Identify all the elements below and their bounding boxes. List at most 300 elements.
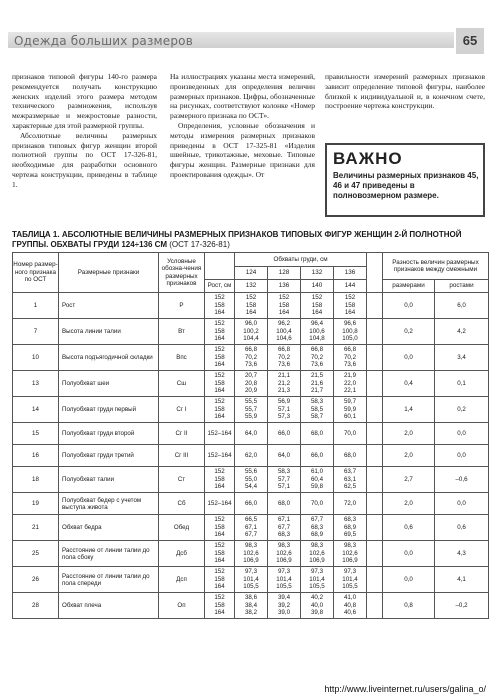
table-row (13, 371, 489, 397)
size-column-cell (268, 493, 301, 515)
height-value: 158 (214, 301, 225, 309)
measurement-value: 38,4 (244, 601, 258, 609)
size-column-cell (301, 345, 334, 371)
source-url: http://www.liveinternet.ru/users/galina_o/ (324, 684, 486, 694)
size-column-cell (235, 515, 268, 541)
header-chest-value: 132 (301, 267, 334, 280)
row-heights (205, 593, 235, 619)
row-symbol: Дсп (159, 567, 205, 593)
measurement-value: 101,4 (309, 575, 325, 583)
measurement-value: 96,6 (343, 320, 357, 328)
diff-sizes-value: 0,6 (383, 515, 435, 541)
size-column-cell (301, 593, 334, 619)
measurement-value: 73,6 (277, 361, 291, 369)
size-column-cell (268, 293, 301, 319)
measurement-value: 73,6 (310, 361, 324, 369)
row-name: Обхват бедра (59, 515, 159, 541)
table-body (13, 293, 489, 619)
size-column-cell (235, 467, 268, 493)
measurement-value: 70,0 (343, 429, 357, 437)
row-spacer (367, 423, 383, 445)
height-value: 158 (214, 379, 225, 387)
height-value: 158 (214, 327, 225, 335)
height-value: 152–164 (207, 429, 232, 437)
measurement-value: 97,3 (277, 568, 291, 576)
measurement-value: 40,6 (343, 609, 357, 617)
height-value: 164 (214, 583, 225, 591)
measurement-value: 22,1 (343, 387, 357, 395)
row-heights (205, 541, 235, 567)
height-value: 158 (214, 475, 225, 483)
size-column-cell (235, 397, 268, 423)
size-column-cell (268, 423, 301, 445)
measurement-value: 66,5 (244, 516, 258, 524)
row-heights (205, 493, 235, 515)
row-number: 25 (13, 541, 59, 567)
row-symbol: Сг II (159, 423, 205, 445)
size-column-cell (235, 345, 268, 371)
row-symbol: Сш (159, 371, 205, 397)
measurement-value: 21,7 (310, 387, 324, 395)
measurement-value: 58,3 (310, 398, 324, 406)
size-column-cell (301, 493, 334, 515)
size-column-cell (235, 293, 268, 319)
height-value: 152 (214, 542, 225, 550)
row-heights (205, 319, 235, 345)
measurement-value: 106,9 (309, 557, 325, 565)
header-spacer (367, 253, 383, 293)
height-value: 152 (214, 594, 225, 602)
size-column-cell (334, 541, 367, 567)
size-column-cell (268, 345, 301, 371)
measurement-value: 70,2 (310, 353, 324, 361)
size-column-cell (235, 423, 268, 445)
header-name: Размерные признаки (59, 253, 159, 293)
measurement-value: 68,3 (277, 531, 291, 539)
measurement-value: 104,6 (276, 335, 292, 343)
size-column-cell (235, 541, 268, 567)
measurement-value: 21,3 (277, 387, 291, 395)
size-column-cell (334, 371, 367, 397)
measurement-value: 69,5 (343, 531, 357, 539)
measurement-value: 101,4 (342, 575, 358, 583)
measurement-value: 21,1 (277, 372, 291, 380)
header-hip-value: 140 (301, 280, 334, 293)
page-number: 65 (456, 28, 484, 54)
row-symbol: Впс (159, 345, 205, 371)
size-column-cell (268, 319, 301, 345)
row-heights (205, 515, 235, 541)
measurement-value: 68,3 (343, 516, 357, 524)
diff-heights-value: 0,6 (435, 515, 489, 541)
measurement-value: 59,9 (343, 405, 357, 413)
header-chest-value: 124 (235, 267, 268, 280)
size-column-cell (268, 541, 301, 567)
row-name: Полуобхват груди первый (59, 397, 159, 423)
row-symbol: Вт (159, 319, 205, 345)
text-column-2 (170, 72, 315, 180)
diff-sizes-value: 1,4 (383, 397, 435, 423)
table-title: ТАБЛИЦА 1. АБСОЛЮТНЫЕ ВЕЛИЧИНЫ РАЗМЕРНЫХ ПРИЗНАКОВ ТИПОВЫХ ФИГУР ЖЕНЩИН 2-Й ПОЛНОТНОЙ ГРУППЫ. ОБХВАТЫ ГРУДИ 124÷136 СМ (12, 230, 462, 249)
measurement-value: 67,7 (310, 516, 324, 524)
row-name: Высота подъягодичной складки (59, 345, 159, 371)
size-column-cell (268, 371, 301, 397)
measurement-value: 106,9 (243, 557, 259, 565)
header-hip-value: 144 (334, 280, 367, 293)
measurement-value: 60,4 (310, 475, 324, 483)
size-column-cell (301, 319, 334, 345)
size-column-cell (334, 423, 367, 445)
size-column-cell (268, 467, 301, 493)
row-number: 7 (13, 319, 59, 345)
measurement-value: 106,9 (276, 557, 292, 565)
measurement-value: 20,7 (244, 372, 258, 380)
size-column-cell (334, 293, 367, 319)
row-number: 26 (13, 567, 59, 593)
measurement-value: 158 (278, 301, 290, 309)
measurement-value: 68,9 (343, 523, 357, 531)
size-column-cell (301, 467, 334, 493)
row-spacer (367, 345, 383, 371)
diff-heights-value: 6,0 (435, 293, 489, 319)
height-value: 152 (214, 568, 225, 576)
measurement-value: 21,6 (310, 379, 324, 387)
diff-heights-value: 4,3 (435, 541, 489, 567)
row-number: 13 (13, 371, 59, 397)
paragraph: Абсолютные величины размерных признаков типовых фигур женщин второй полнотной группы по ОСТ 17-326-81, необходимые для разработки основного чертежа конструкции, приведены в таблице 1. (12, 130, 157, 189)
row-number: 18 (13, 467, 59, 493)
measurement-value: 100,2 (243, 327, 259, 335)
measurement-value: 68,9 (310, 531, 324, 539)
row-spacer (367, 515, 383, 541)
header-height: Рост, см (205, 280, 235, 293)
measurement-value: 21,5 (310, 372, 324, 380)
measurement-value: 158 (344, 301, 356, 309)
measurement-value: 72,0 (343, 499, 357, 507)
paragraph: правильности измерений размерных признаков зависит определение типовой фигуры, наиболее близкой к индивидуальной и, в конечном счете, построение чертежа конструкции. (325, 72, 485, 111)
measurement-value: 66,0 (310, 451, 324, 459)
table-title-standard: (ОСТ 17-326-81) (169, 240, 230, 249)
measurement-value: 39,2 (277, 601, 291, 609)
measurement-value: 152 (344, 294, 356, 302)
table-row (13, 293, 489, 319)
row-name: Полуобхват талии (59, 467, 159, 493)
row-spacer (367, 371, 383, 397)
important-heading: ВАЖНО (333, 149, 403, 168)
height-value: 152 (214, 372, 225, 380)
size-column-cell (235, 567, 268, 593)
measurement-value: 105,5 (342, 583, 358, 591)
paragraph: На иллюстрациях указаны места измерений, произведенных для определения величин размерных признаков. Цифры, обозначенные на рисунках, соответствуют колонке «Номер размерного признака по ОСТ». (170, 72, 315, 121)
measurement-value: 58,5 (310, 405, 324, 413)
measurement-value: 21,9 (343, 372, 357, 380)
measurement-value: 70,2 (277, 353, 291, 361)
row-name: Рост (59, 293, 159, 319)
paragraph: признаков типовой фигуры 140-го размера рекомендуется получать конструкцию женских изделий этого размера методом технического размножения, используя межразмерные и межростовые разности, характерные для этой размерной группы. (12, 72, 157, 130)
measurement-value: 100,8 (342, 327, 358, 335)
measurement-value: 62,0 (244, 451, 258, 459)
measurement-value: 38,6 (244, 594, 258, 602)
row-symbol: Сб (159, 493, 205, 515)
measurement-value: 164 (245, 309, 257, 317)
table-row (13, 423, 489, 445)
size-column-cell (334, 593, 367, 619)
measurement-value: 63,1 (343, 475, 357, 483)
height-value: 164 (214, 609, 225, 617)
measurement-value: 40,8 (343, 601, 357, 609)
diff-sizes-value: 0,0 (383, 541, 435, 567)
measurement-value: 66,8 (343, 346, 357, 354)
measurement-value: 55,6 (244, 468, 258, 476)
measurement-value: 98,3 (310, 542, 324, 550)
measurement-value: 40,2 (310, 594, 324, 602)
table-row (13, 397, 489, 423)
table-row (13, 593, 489, 619)
measurement-value: 68,0 (310, 429, 324, 437)
measurement-value: 96,0 (244, 320, 258, 328)
measurement-value: 104,8 (309, 335, 325, 343)
height-value: 164 (214, 557, 225, 565)
measurement-value: 57,7 (277, 475, 291, 483)
measurement-value: 96,2 (277, 320, 291, 328)
measurement-value: 59,8 (310, 483, 324, 491)
size-column-cell (301, 541, 334, 567)
height-value: 164 (214, 361, 225, 369)
measurement-value: 40,0 (310, 601, 324, 609)
size-column-cell (235, 445, 268, 467)
measurement-value: 66,8 (310, 346, 324, 354)
diff-heights-value: 0,0 (435, 423, 489, 445)
measurement-value: 101,4 (243, 575, 259, 583)
measurement-value: 64,0 (244, 429, 258, 437)
measurement-value: 101,4 (276, 575, 292, 583)
height-value: 164 (214, 387, 225, 395)
row-number: 28 (13, 593, 59, 619)
measurement-value: 55,0 (244, 475, 258, 483)
measurement-value: 38,2 (244, 609, 258, 617)
row-heights (205, 567, 235, 593)
row-heights (205, 397, 235, 423)
size-column-cell (268, 567, 301, 593)
diff-heights-value: 0,0 (435, 493, 489, 515)
measurement-value: 66,8 (277, 346, 291, 354)
header-num: Номер размер-ного признака по ОСТ (13, 253, 59, 293)
measurement-value: 105,5 (309, 583, 325, 591)
diff-heights-value: 4,1 (435, 567, 489, 593)
measurement-value: 152 (278, 294, 290, 302)
table-row (13, 541, 489, 567)
measurement-value: 57,1 (277, 405, 291, 413)
row-name: Полуобхват бедер с учетом выступа живота (59, 493, 159, 515)
text-column-1 (12, 72, 157, 190)
row-symbol: Сг I (159, 397, 205, 423)
measurement-value: 20,8 (244, 379, 258, 387)
row-number: 14 (13, 397, 59, 423)
measurement-value: 102,6 (276, 549, 292, 557)
header-diff: Разность величин размерных признаков между смежными (383, 253, 489, 280)
height-value: 158 (214, 549, 225, 557)
row-number: 16 (13, 445, 59, 467)
measurement-value: 60,1 (343, 413, 357, 421)
measurement-value: 164 (278, 309, 290, 317)
size-column-cell (334, 567, 367, 593)
table-row (13, 319, 489, 345)
measurements-table (12, 252, 489, 619)
measurement-value: 66,0 (277, 429, 291, 437)
row-symbol: Ст (159, 467, 205, 493)
measurement-value: 70,2 (343, 353, 357, 361)
row-symbol: Р (159, 293, 205, 319)
size-column-cell (334, 397, 367, 423)
measurement-value: 63,7 (343, 468, 357, 476)
measurement-value: 70,0 (310, 499, 324, 507)
measurement-value: 64,0 (277, 451, 291, 459)
size-column-cell (301, 567, 334, 593)
measurement-value: 39,4 (277, 594, 291, 602)
row-number: 1 (13, 293, 59, 319)
row-heights (205, 371, 235, 397)
diff-sizes-value: 2,0 (383, 423, 435, 445)
row-number: 15 (13, 423, 59, 445)
size-column-cell (268, 445, 301, 467)
diff-sizes-value: 0,0 (383, 293, 435, 319)
measurement-value: 104,4 (243, 335, 259, 343)
size-column-cell (334, 345, 367, 371)
row-spacer (367, 493, 383, 515)
row-name: Полуобхват груди второй (59, 423, 159, 445)
important-text: Величины размерных признаков 45, 46 и 47 приведены в полновозмерном размере. (333, 171, 479, 200)
text-column-3 (325, 72, 485, 111)
measurement-value: 68,0 (343, 451, 357, 459)
size-column-cell (268, 397, 301, 423)
measurement-value: 100,4 (276, 327, 292, 335)
row-symbol: Дсб (159, 541, 205, 567)
height-value: 164 (214, 483, 225, 491)
section-title: Одежда больших размеров (14, 34, 193, 48)
size-column-cell (301, 445, 334, 467)
diff-sizes-value: 0,2 (383, 319, 435, 345)
height-value: 152 (214, 346, 225, 354)
row-name: Высота линии талии (59, 319, 159, 345)
height-value: 152 (214, 516, 225, 524)
row-symbol: Обед (159, 515, 205, 541)
height-value: 158 (214, 575, 225, 583)
height-value: 164 (214, 309, 225, 317)
diff-heights-value: 0,2 (435, 397, 489, 423)
row-spacer (367, 541, 383, 567)
measurement-value: 39,8 (310, 609, 324, 617)
size-column-cell (301, 293, 334, 319)
measurement-value: 55,9 (244, 413, 258, 421)
row-name: Обхват плеча (59, 593, 159, 619)
measurement-value: 100,6 (309, 327, 325, 335)
row-spacer (367, 445, 383, 467)
diff-sizes-value: 0,0 (383, 567, 435, 593)
size-column-cell (268, 515, 301, 541)
diff-heights-value: –0,2 (435, 593, 489, 619)
height-value: 152 (214, 398, 225, 406)
size-column-cell (268, 593, 301, 619)
height-value: 164 (214, 335, 225, 343)
measurement-value: 97,3 (244, 568, 258, 576)
measurement-value: 102,6 (243, 549, 259, 557)
row-symbol: Сг III (159, 445, 205, 467)
measurement-value: 39,0 (277, 609, 291, 617)
measurement-value: 164 (311, 309, 323, 317)
measurement-value: 152 (245, 294, 257, 302)
row-name: Полуобхват груди третий (59, 445, 159, 467)
measurement-value: 62,5 (343, 483, 357, 491)
height-value: 152 (214, 320, 225, 328)
height-value: 152–164 (207, 451, 232, 459)
measurement-value: 58,7 (310, 413, 324, 421)
measurement-value: 73,6 (343, 361, 357, 369)
size-column-cell (334, 515, 367, 541)
diff-heights-value: 4,2 (435, 319, 489, 345)
measurement-value: 98,3 (343, 542, 357, 550)
measurement-value: 67,1 (244, 523, 258, 531)
table-caption (12, 230, 484, 250)
measurement-value: 61,0 (310, 468, 324, 476)
header-spacer (205, 253, 235, 280)
row-spacer (367, 397, 383, 423)
diff-sizes-value: 2,7 (383, 467, 435, 493)
measurement-value: 21,2 (277, 379, 291, 387)
measurement-value: 54,4 (244, 483, 258, 491)
header-diff-heights: ростами (435, 280, 489, 293)
measurement-value: 98,3 (277, 542, 291, 550)
diff-sizes-value: 2,0 (383, 445, 435, 467)
measurement-value: 66,8 (244, 346, 258, 354)
diff-sizes-value: 0,4 (383, 371, 435, 397)
measurement-value: 102,6 (342, 549, 358, 557)
measurement-value: 96,4 (310, 320, 324, 328)
height-value: 158 (214, 405, 225, 413)
header-chest-value: 128 (268, 267, 301, 280)
header-hip-value: 136 (268, 280, 301, 293)
page-header (0, 24, 494, 64)
size-column-cell (334, 493, 367, 515)
row-name: Расстояние от линии талии до пола сбоку (59, 541, 159, 567)
diff-heights-value: –0,6 (435, 467, 489, 493)
row-number: 19 (13, 493, 59, 515)
measurement-value: 67,7 (244, 531, 258, 539)
header-symbol: Условные обозна-чения размерных признаков (159, 253, 205, 293)
diff-sizes-value: 2,0 (383, 493, 435, 515)
measurement-value: 57,3 (277, 413, 291, 421)
row-number: 21 (13, 515, 59, 541)
diff-heights-value: 0,1 (435, 371, 489, 397)
size-column-cell (235, 319, 268, 345)
height-value: 164 (214, 531, 225, 539)
height-value: 158 (214, 523, 225, 531)
measurement-value: 41,0 (343, 594, 357, 602)
header-chest: Обхваты груди, см (235, 253, 367, 267)
diff-sizes-value: 0,0 (383, 345, 435, 371)
measurement-value: 59,7 (343, 398, 357, 406)
diff-heights-value: 0,0 (435, 445, 489, 467)
measurement-value: 102,6 (309, 549, 325, 557)
table-row (13, 515, 489, 541)
measurement-value: 57,1 (277, 483, 291, 491)
measurement-value: 56,9 (277, 398, 291, 406)
table-row (13, 467, 489, 493)
header-diff-sizes: размерами (383, 280, 435, 293)
row-heights (205, 445, 235, 467)
measurement-value: 158 (311, 301, 323, 309)
size-column-cell (334, 445, 367, 467)
height-value: 164 (214, 413, 225, 421)
